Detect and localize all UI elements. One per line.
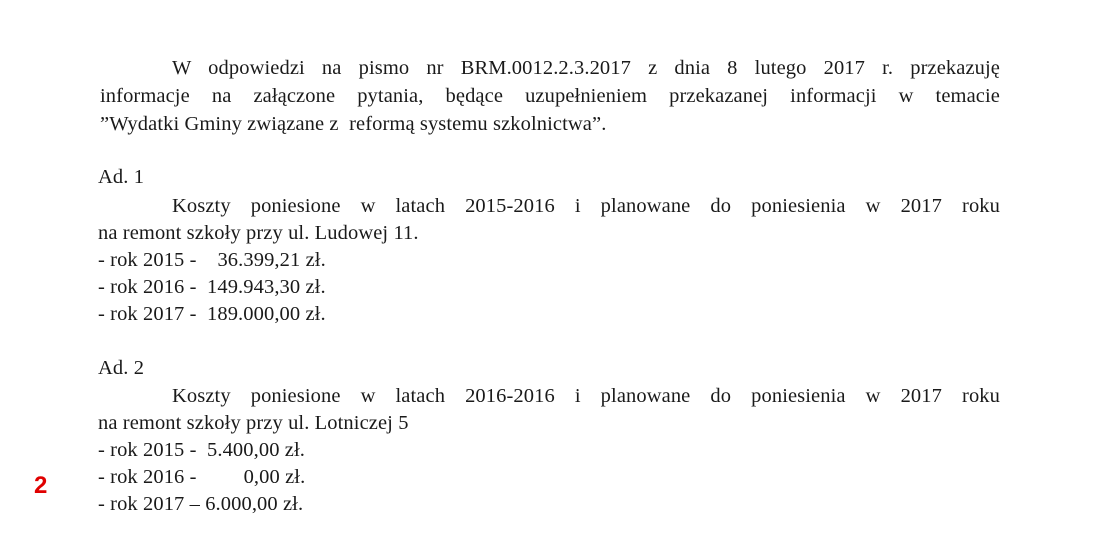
section-1-line-2: na remont szkoły przy ul. Ludowej 11.	[98, 222, 419, 244]
section-2-item: - rok 2015 - 5.400,00 zł.	[98, 439, 305, 461]
section-1-line-1: Koszty poniesione w latach 2015-2016 i planowane do poniesienia w 2017 roku	[172, 195, 1000, 217]
intro-line-1: W odpowiedzi na pismo nr BRM.0012.2.3.2017 z dnia 8 lutego 2017 r. przekazuję	[172, 57, 1000, 79]
section-2-line-2: na remont szkoły przy ul. Lotniczej 5	[98, 412, 409, 434]
section-2-item: - rok 2016 - 0,00 zł.	[98, 466, 306, 488]
section-2-heading: Ad. 2	[98, 357, 145, 379]
section-2-item: - rok 2017 – 6.000,00 zł.	[98, 493, 304, 515]
section-2-line-1: Koszty poniesione w latach 2016-2016 i planowane do poniesienia w 2017 roku	[172, 385, 1000, 407]
section-1-item: - rok 2017 - 189.000,00 zł.	[98, 303, 326, 325]
section-1-item: - rok 2016 - 149.943,30 zł.	[98, 276, 326, 298]
section-1-heading: Ad. 1	[98, 166, 145, 188]
intro-line-3: ”Wydatki Gminy związane z reformą systemu szkolnictwa”.	[100, 113, 607, 135]
section-1-item: - rok 2015 - 36.399,21 zł.	[98, 249, 326, 271]
page-number: 2	[34, 472, 48, 499]
intro-line-2: informacje na załączone pytania, będące uzupełnieniem przekazanej informacji w temacie	[100, 85, 1000, 107]
